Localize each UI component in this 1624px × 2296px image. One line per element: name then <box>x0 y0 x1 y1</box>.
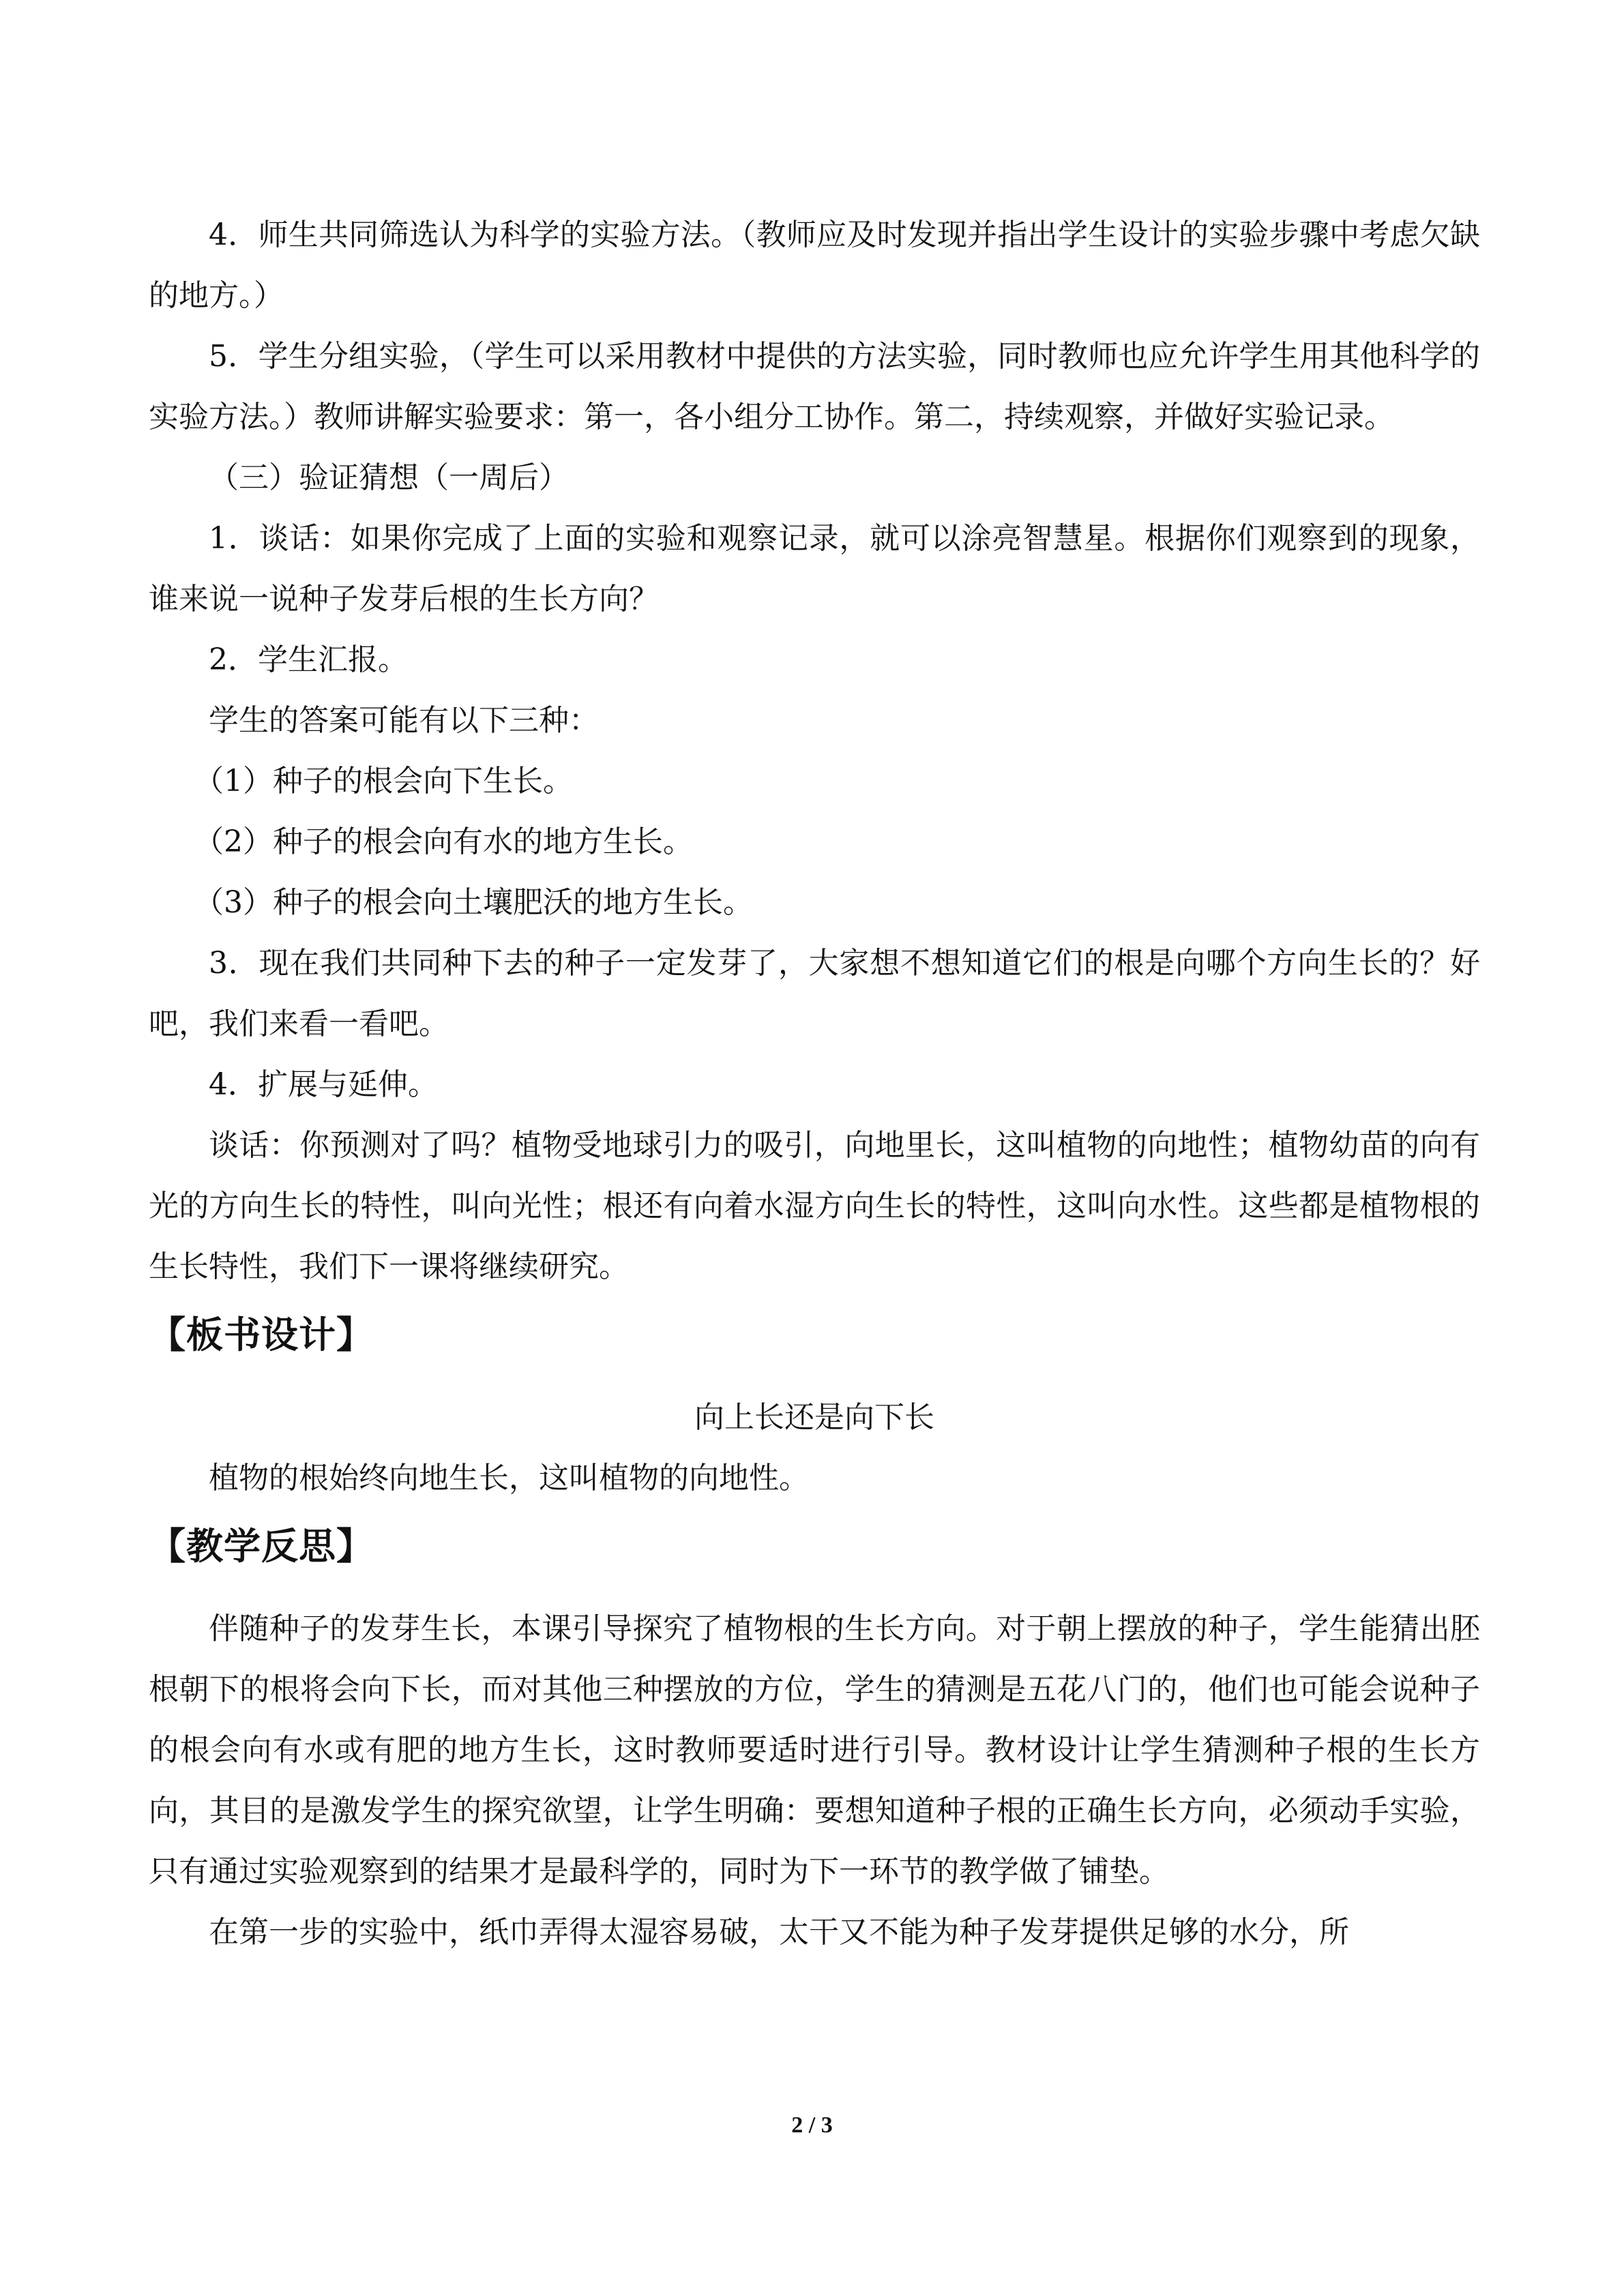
paragraph-step4: 4．师生共同筛选认为科学的实验方法。（教师应及时发现并指出学生设计的实验步骤中考虑欠缺的地方。） <box>149 218 1480 313</box>
answer-item-3: （3）种子的根会向土壤肥沃的地方生长。 <box>194 885 753 920</box>
document-content <box>149 205 1480 1963</box>
teaching-reflection-heading: 【教学反思】 <box>149 1525 374 1568</box>
paragraph-extension-talk: 谈话：你预测对了吗？植物受地球引力的吸引，向地里长，这叫植物的向地性；植物幼苗的向有光的方向生长的特性，叫向光性；根还有向着水湿方向生长的特性，这叫向水性。这些都是植物根的生长特性，我们下一课将继续研究。 <box>149 1128 1480 1284</box>
section-verify-guess: （三）验证猜想（一周后） <box>209 460 569 495</box>
board-title: 向上长还是向下长 <box>694 1400 934 1435</box>
answer-item-2: （2）种子的根会向有水的地方生长。 <box>194 824 693 859</box>
paragraph-step5: 5．学生分组实验，（学生可以采用教材中提供的方法实验，同时教师也应允许学生用其他科学的实验方法。）教师讲解实验要求：第一，各小组分工协作。第二，持续观察，并做好实验记录。 <box>149 339 1480 434</box>
reflection-paragraph-2: 在第一步的实验中，纸巾弄得太湿容易破，太干又不能为种子发芽提供足够的水分，所 <box>209 1915 1349 1950</box>
paragraph-extension: 4．扩展与延伸。 <box>209 1067 438 1102</box>
paragraph-answers-intro: 学生的答案可能有以下三种： <box>209 703 599 738</box>
answer-item-1: （1）种子的根会向下生长。 <box>194 764 573 799</box>
paragraph-report: 2．学生汇报。 <box>209 642 408 677</box>
paragraph-talk: 1．谈话：如果你完成了上面的实验和观察记录，就可以涂亮智慧星。根据你们观察到的现象，谁来说一说种子发芽后根的生长方向？ <box>149 521 1480 616</box>
page-number: 2 / 3 <box>791 2113 833 2138</box>
paragraph-step3-observe: 3．现在我们共同种下去的种子一定发芽了，大家想不想知道它们的根是向哪个方向生长的？好吧，我们来看一看吧。 <box>149 946 1480 1041</box>
board-design-heading: 【板书设计】 <box>149 1313 374 1356</box>
reflection-paragraph-1: 伴随种子的发芽生长，本课引导探究了植物根的生长方向。对于朝上摆放的种子，学生能猜出胚根朝下的根将会向下长，而对其他三种摆放的方位，学生的猜测是五花八门的，他们也可能会说种子的根会向有水或有肥的地方生长，这时教师要适时进行引导。教材设计让学生猜测种子根的生长方向，其目的是激发学生的探究欲望，让学生明确：要想知道种子根的正确生长方向，必须动手实验，只有通过实验观察到的结果才是最科学的，同时为下一环节的教学做了铺垫。 <box>149 1611 1480 1889</box>
board-line: 植物的根始终向地生长，这叫植物的向地性。 <box>209 1461 809 1495</box>
